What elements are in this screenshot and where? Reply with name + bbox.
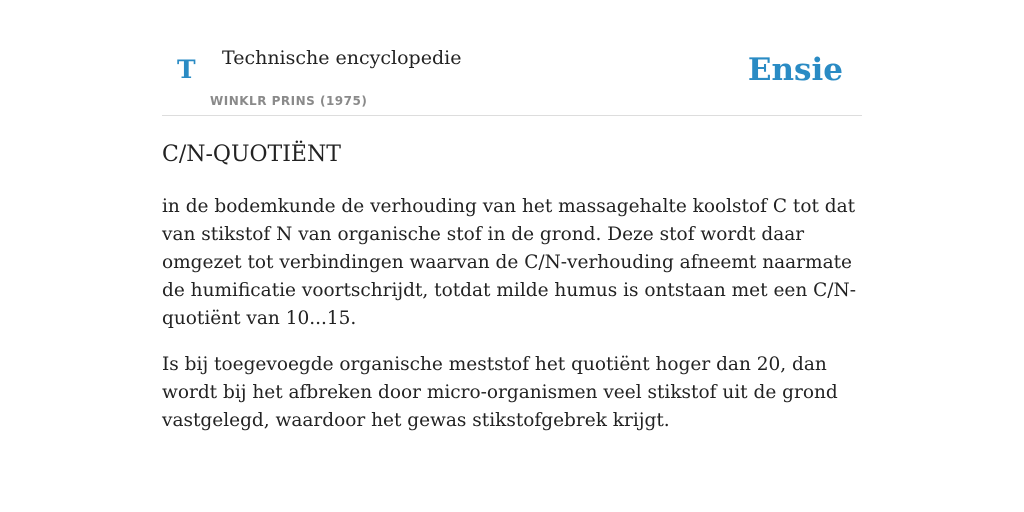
source-logo-icon[interactable]: T (177, 55, 196, 84)
source-title-link[interactable]: Technische encyclopedie (222, 47, 462, 69)
source-subtitle: WINKLR PRINS (1975) (210, 94, 368, 108)
entry-body (162, 193, 862, 453)
source-header (162, 0, 862, 116)
page (162, 0, 862, 431)
entry-title: C/N-QUOTIËNT (162, 142, 341, 167)
entry-paragraph: in de bodemkunde de verhouding van het massagehalte koolstof C tot dat van stikstof N van organische stof in de grond. Deze stof wordt daar omgezet tot verbindingen waarvan de C/N-verhouding afneemt naarmate de humificatie voortschrijdt, totdat milde humus is ontstaan met een C/N-quotiënt van 10...15. (162, 196, 856, 329)
entry-paragraph: Is bij toegevoegde organische meststof het quotiënt hoger dan 20, dan wordt bij het afbreken door micro-organismen veel stikstof uit de grond vastgelegd, waardoor het gewas stikstofgebrek krijgt. (162, 354, 838, 431)
ensie-logo-link[interactable]: Ensie (747, 52, 843, 88)
